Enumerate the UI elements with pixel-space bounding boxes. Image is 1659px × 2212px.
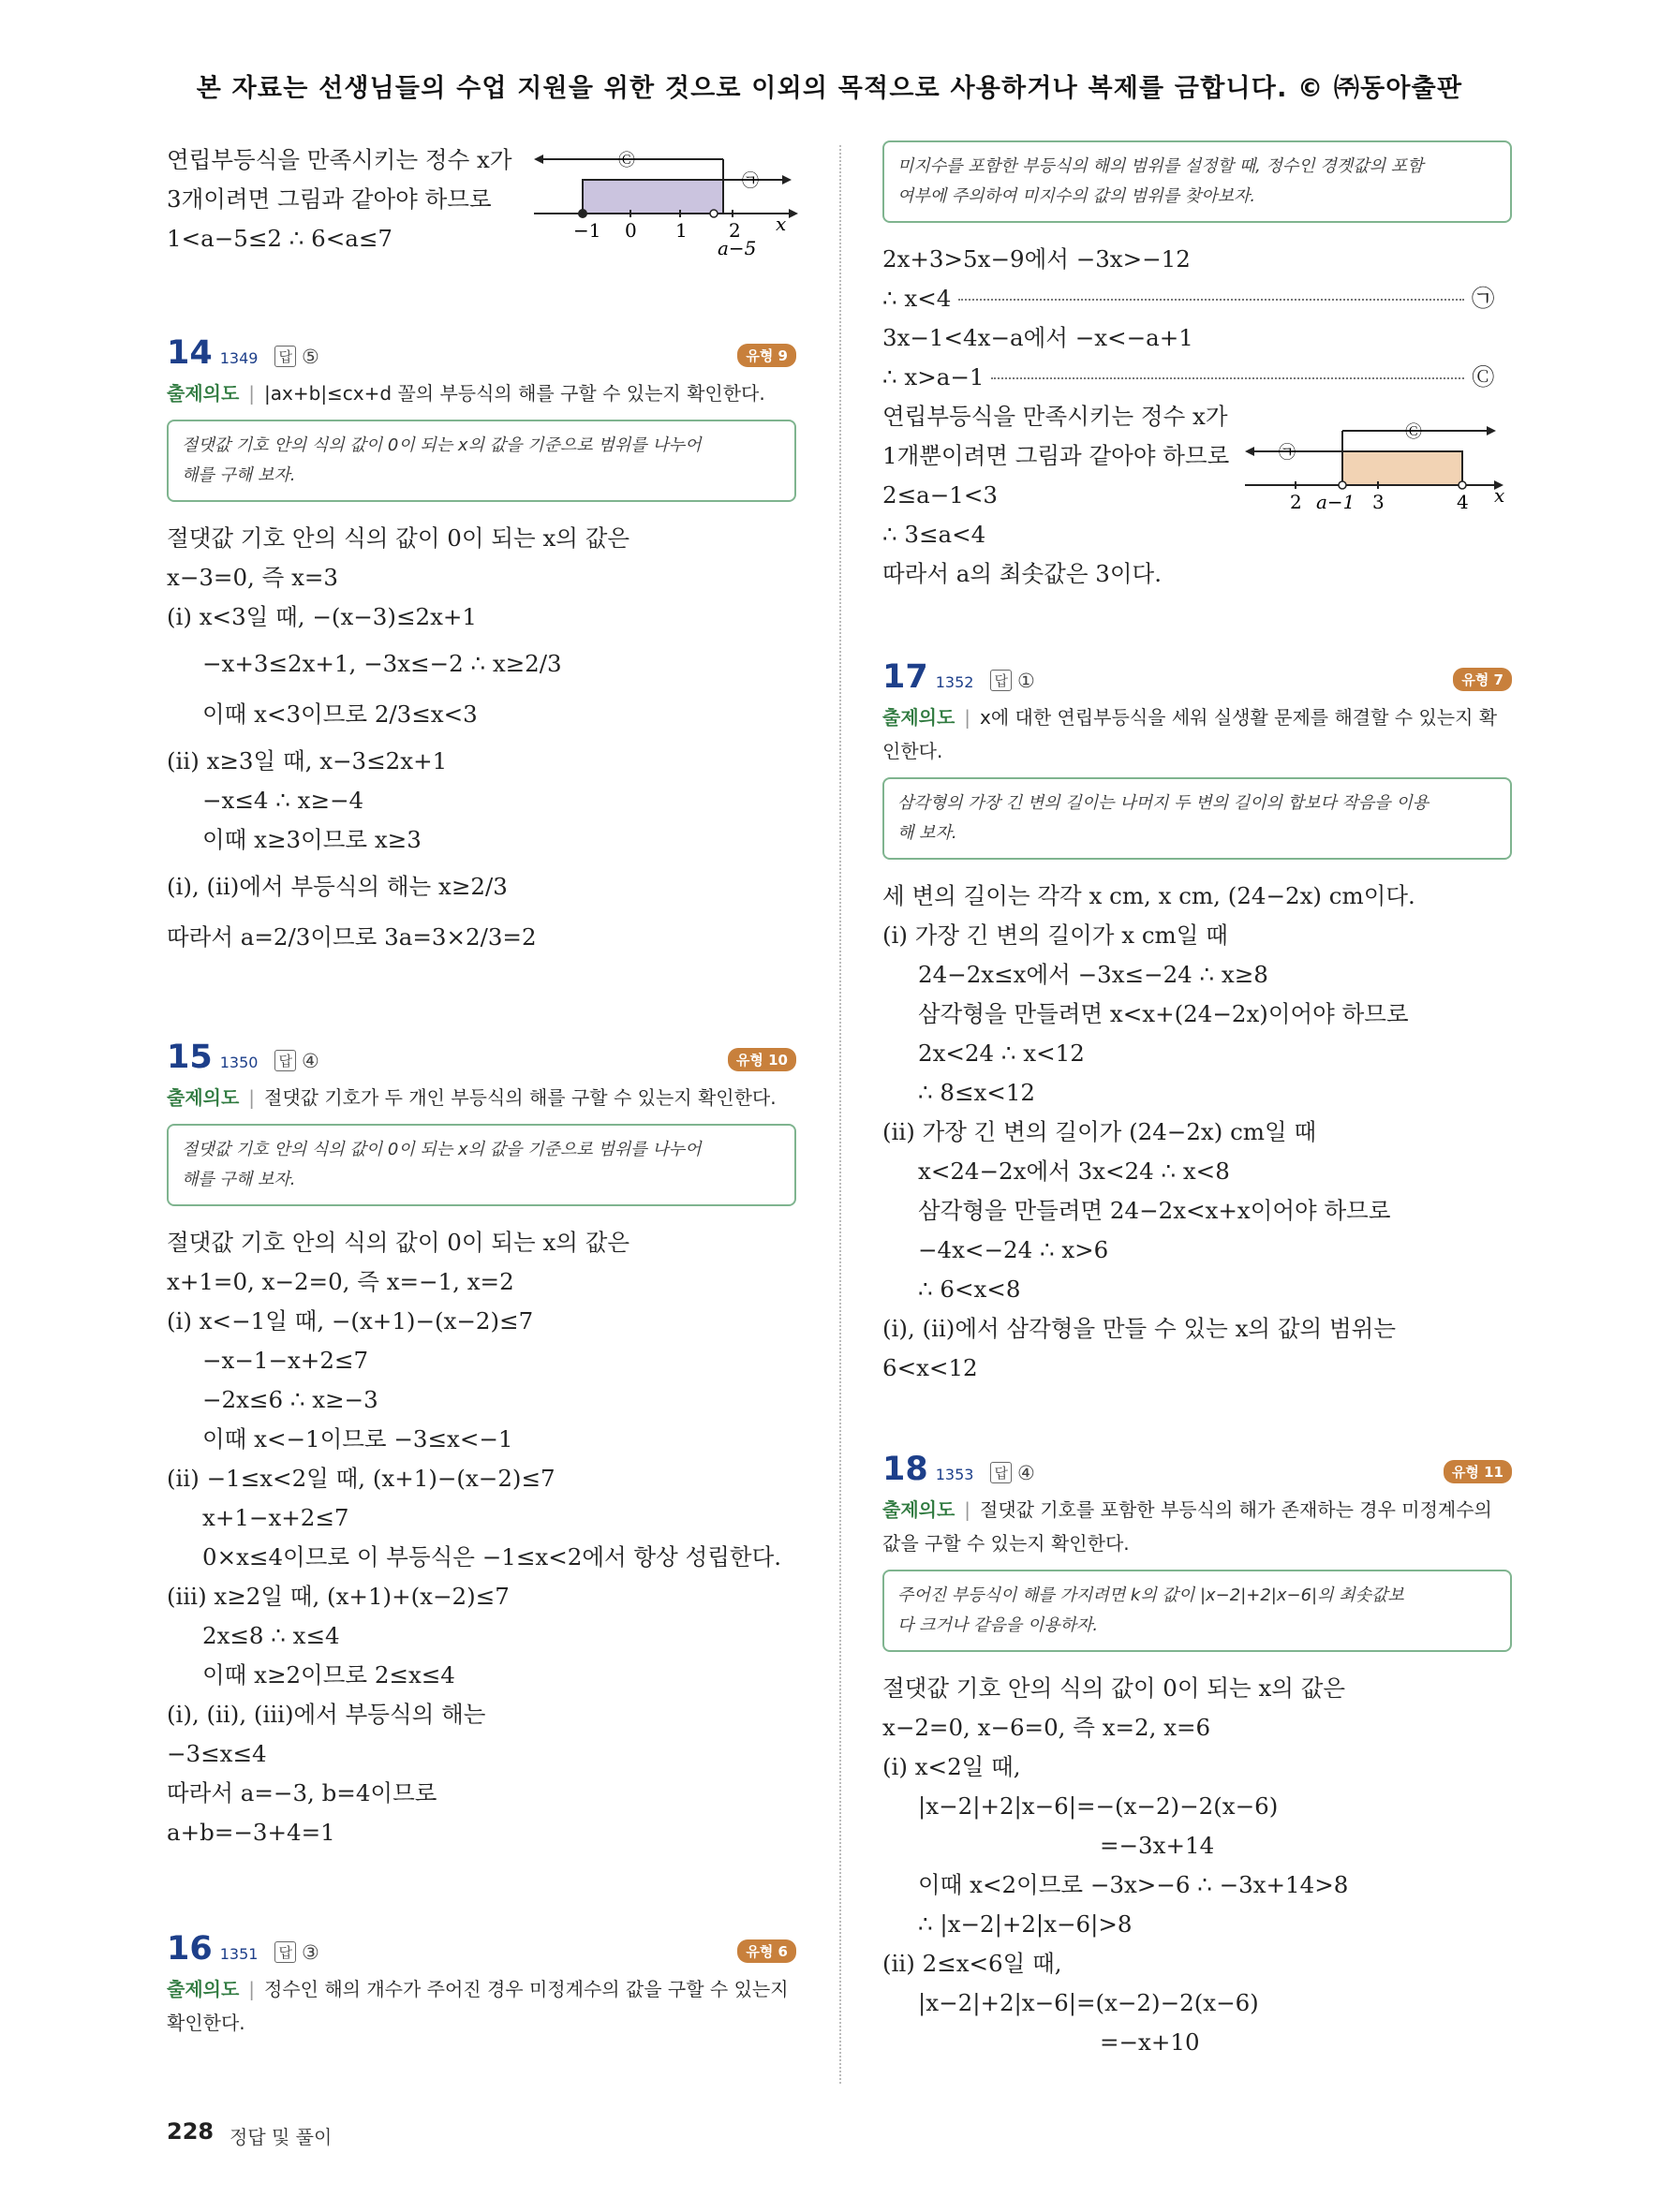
text-line: 이때 x<2이므로 −3x>−6 ∴ −3x+14>8 xyxy=(918,1871,1349,1898)
intent-line-2: 확인한다. xyxy=(167,2012,245,2034)
text-line xyxy=(882,358,1512,397)
intent-separator: | xyxy=(248,382,256,405)
answer xyxy=(990,1462,1034,1484)
tick-label: 1 xyxy=(675,219,688,242)
text-line: (ⅰ) x<3일 때, −(x−3)≤2x+1 xyxy=(167,603,477,630)
text-line: (ⅱ) x≥3일 때, x−3≤2x+1 xyxy=(167,747,448,774)
column-divider xyxy=(839,145,841,2084)
point-4 xyxy=(1459,481,1466,489)
point-label: a−5 xyxy=(718,237,757,258)
text-line: (ⅰ), (ⅱ)에서 삼각형을 만들 수 있는 x의 값의 범위는 xyxy=(882,1315,1396,1342)
number-line-figure-right xyxy=(1241,412,1513,515)
intent-label: 출제의도 xyxy=(167,382,240,405)
intent-line xyxy=(167,1081,796,1114)
type-badge: 유형 6 xyxy=(737,1939,796,1963)
type-badge: 유형 9 xyxy=(737,344,796,367)
text-line: |x−2|+2|x−6|=(x−2)−2(x−6) xyxy=(918,1989,1259,2016)
problem-14 xyxy=(167,330,796,957)
hint-line: 해 보자. xyxy=(897,823,957,843)
answer-value: ④ xyxy=(301,1050,319,1072)
text-line: 6<x<12 xyxy=(882,1354,978,1381)
number-line-figure-left xyxy=(525,140,806,258)
leader-dots xyxy=(958,299,1464,301)
page-number: 228 xyxy=(167,2118,215,2145)
tick-label: 2 xyxy=(1290,491,1302,513)
text-line: (ⅲ) x≥2일 때, (x+1)+(x−2)≤7 xyxy=(167,1583,510,1610)
text-line: (ⅱ) −1≤x<2일 때, (x+1)−(x−2)≤7 xyxy=(167,1465,555,1492)
hint-line: 주어진 부등식이 해를 가지려면 k의 값이 |x−2|+2|x−6|의 최솟값보 xyxy=(897,1585,1404,1605)
problem-17 xyxy=(882,654,1512,1388)
text-line: 절댓값 기호 안의 식의 값이 0이 되는 x의 값은 xyxy=(882,1674,1346,1702)
mark-label: ㉠ xyxy=(1279,443,1296,463)
hint-box xyxy=(882,777,1512,860)
text-line: 1개뿐이려면 그림과 같아야 하므로 xyxy=(882,442,1230,469)
type-badge: 유형 11 xyxy=(1444,1460,1512,1483)
left-column xyxy=(167,140,796,2040)
hint-line: 다 크거나 같음을 이용하자. xyxy=(897,1615,1099,1635)
text-line: 절댓값 기호 안의 식의 값이 0이 되는 x의 값은 xyxy=(167,1229,630,1256)
hint-box xyxy=(167,1124,796,1206)
text-line xyxy=(882,279,1512,318)
text-line: =−3x+14 xyxy=(1100,1832,1215,1859)
problem-15 xyxy=(167,1034,796,1852)
range-arrow-left xyxy=(534,155,543,164)
hint-line: 삼각형의 가장 긴 변의 길이는 나머지 두 변의 길이의 합보다 작음을 이용 xyxy=(897,793,1429,813)
problem-code: 1352 xyxy=(935,673,974,691)
text-line: 2x≤8 ∴ x≤4 xyxy=(202,1622,340,1649)
intent-separator: | xyxy=(964,706,971,729)
hint-line: 해를 구해 보자. xyxy=(182,1170,296,1189)
text-line: =−x+10 xyxy=(1100,2028,1200,2056)
text-line: 따라서 a의 최솟값은 3이다. xyxy=(882,560,1163,587)
mark-label: Ⓒ xyxy=(1405,422,1422,442)
text-line: 24−2x≤x에서 −3x≤−24 ∴ x≥8 xyxy=(918,961,1268,988)
text-line: 2≤a−1<3 xyxy=(882,481,998,509)
intent-line xyxy=(167,376,796,410)
intent-line-2: 값을 구할 수 있는지 확인한다. xyxy=(882,1532,1130,1555)
tick-label: 0 xyxy=(625,219,637,242)
text-line: 절댓값 기호 안의 식의 값이 0이 되는 x의 값은 xyxy=(167,524,630,552)
text-line: −2x≤6 ∴ x≥−3 xyxy=(202,1386,378,1413)
intent-text: 절댓값 기호가 두 개인 부등식의 해를 구할 수 있는지 확인한다. xyxy=(264,1086,777,1109)
problem-header xyxy=(167,330,796,371)
text-line: 삼각형을 만들려면 x<x+(24−2x)이어야 하므로 xyxy=(918,1000,1409,1027)
answer-value: ③ xyxy=(301,1941,319,1964)
range-arrow-right xyxy=(1487,426,1496,435)
problem-code: 1349 xyxy=(219,349,259,367)
text-line: (ⅰ) 가장 긴 변의 길이가 x cm일 때 xyxy=(882,922,1228,949)
text-line: −x−1−x+2≤7 xyxy=(202,1347,369,1374)
text-line: x+1=0, x−2=0, 즉 x=−1, x=2 xyxy=(167,1268,514,1295)
solution-region xyxy=(583,180,723,214)
answer-label: 답 xyxy=(274,346,296,367)
range-arrow-left xyxy=(1245,447,1254,456)
footer-label: 정답 및 풀이 xyxy=(230,2126,333,2148)
answer-value: ④ xyxy=(1016,1462,1035,1484)
hint-line: 여부에 주의하여 미지수의 값의 범위를 찾아보자. xyxy=(897,186,1256,206)
tick-label: 4 xyxy=(1457,491,1469,513)
tick-label: 3 xyxy=(1372,491,1385,513)
problem-code: 1353 xyxy=(935,1466,974,1483)
text-line: ∴ 6<x<8 xyxy=(918,1276,1021,1303)
text-line: 이때 x<−1이므로 −3≤x<−1 xyxy=(202,1425,513,1453)
text-line: ∴ 3≤a<4 xyxy=(882,521,986,548)
intent-separator: | xyxy=(248,1978,256,2000)
hint-line: 미지수를 포함한 부등식의 해의 범위를 설정할 때, 정수인 경곗값의 포함 xyxy=(897,156,1424,176)
problem-code: 1350 xyxy=(219,1054,259,1071)
text-line: x−2=0, x−6=0, 즉 x=2, x=6 xyxy=(882,1714,1211,1741)
axis-var-label: x xyxy=(776,213,787,235)
hint-box xyxy=(882,140,1512,223)
axis-var-label: x xyxy=(1494,484,1505,507)
intent-text: x에 대한 연립부등식을 세워 실생활 문제를 해결할 수 있는지 확 xyxy=(980,706,1498,729)
point-a-5 xyxy=(710,210,718,217)
text-line: 이때 x<3이므로 2/3≤x<3 xyxy=(202,700,478,728)
mark-label: Ⓒ xyxy=(618,151,635,170)
type-badge: 유형 7 xyxy=(1453,668,1512,691)
tick-label: a−1 xyxy=(1316,491,1355,513)
text-line: x−3=0, 즉 x=3 xyxy=(167,564,339,591)
text-line: 3x−1<4x−a에서 −x<−a+1 xyxy=(882,324,1193,351)
problem-code: 1351 xyxy=(219,1945,259,1963)
answer-label: 답 xyxy=(990,1462,1012,1483)
answer-label: 답 xyxy=(274,1941,296,1963)
answer-label: 답 xyxy=(990,670,1012,691)
text-line: (ⅰ) x<2일 때, xyxy=(882,1753,1021,1780)
text-line: 1<a−5≤2 ∴ 6<a≤7 xyxy=(167,225,393,252)
text-line: −x+3≤2x+1, −3x≤−2 ∴ x≥2/3 xyxy=(202,650,562,677)
copyright-banner: 본 자료는 선생님들의 수업 지원을 위한 것으로 이외의 목적으로 사용하거나 복제를 금합니다. © ㈜동아출판 xyxy=(196,74,1463,103)
text-line: 0×x≤4이므로 이 부등식은 −1≤x<2에서 항상 성립한다. xyxy=(202,1543,782,1571)
problem-16 xyxy=(167,1925,796,2040)
hint-line: 해를 구해 보자. xyxy=(182,465,296,485)
hint-line: 절댓값 기호 안의 식의 값이 0이 되는 x의 값을 기준으로 범위를 나누어 xyxy=(182,1140,702,1159)
problem-header xyxy=(882,654,1512,695)
text-line: (ⅰ) x<−1일 때, −(x+1)−(x−2)≤7 xyxy=(167,1307,534,1335)
text-line: −x≤4 ∴ x≥−4 xyxy=(202,787,364,814)
intent-label: 출제의도 xyxy=(882,706,955,729)
text-line: −4x<−24 ∴ x>6 xyxy=(918,1236,1109,1263)
text-line: (ⅱ) 가장 긴 변의 길이가 (24−2x) cm일 때 xyxy=(882,1118,1317,1145)
text-line: 삼각형을 만들려면 24−2x<x+x이어야 하므로 xyxy=(918,1197,1391,1224)
problem-header xyxy=(167,1925,796,1967)
point-a-1 xyxy=(1339,481,1346,489)
text-line: 3개이려면 그림과 같아야 하므로 xyxy=(167,185,492,213)
intent-text: 절댓값 기호를 포함한 부등식의 해가 존재하는 경우 미정계수의 xyxy=(980,1498,1492,1521)
text-line: 연립부등식을 만족시키는 정수 x가 xyxy=(167,146,512,173)
problem-number: 16 xyxy=(167,1930,213,1968)
tick-label: 2 xyxy=(729,219,741,242)
text-line: (ⅰ), (ⅱ), (ⅲ)에서 부등식의 해는 xyxy=(167,1701,486,1728)
text-line: x+1−x+2≤7 xyxy=(202,1504,349,1531)
solution-region xyxy=(1342,451,1462,485)
intent-text: 정수인 해의 개수가 주어진 경우 미정계수의 값을 구할 수 있는지 xyxy=(264,1978,789,2000)
text-line: ∴ |x−2|+2|x−6|>8 xyxy=(918,1910,1133,1938)
hint-line: 절댓값 기호 안의 식의 값이 0이 되는 x의 값을 기준으로 범위를 나누어 xyxy=(182,435,702,455)
answer xyxy=(274,1050,318,1072)
answer-label: 답 xyxy=(274,1050,296,1071)
text-line: 따라서 a=−3, b=4이므로 xyxy=(167,1779,437,1806)
answer-value: ⑤ xyxy=(301,346,319,368)
answer-value: ① xyxy=(1016,670,1035,692)
intent-line-2: 인한다. xyxy=(882,740,943,762)
text-line: 세 변의 길이는 각각 x cm, x cm, (24−2x) cm이다. xyxy=(882,882,1415,909)
problem-number: 15 xyxy=(167,1039,213,1076)
intent-separator: | xyxy=(248,1086,256,1109)
intent-line xyxy=(167,1972,796,2006)
text: ∴ x<4 xyxy=(882,285,952,312)
problem-header xyxy=(167,1034,796,1075)
mark-label: ㉠ xyxy=(1471,285,1495,312)
axis-arrow xyxy=(789,209,798,218)
intent-separator: | xyxy=(964,1498,971,1521)
text-line: 연립부등식을 만족시키는 정수 x가 xyxy=(882,403,1228,430)
intent-label: 출제의도 xyxy=(167,1978,240,2000)
answer xyxy=(274,1941,318,1964)
mark-label: Ⓒ xyxy=(1472,363,1495,391)
text-line: (ⅱ) 2≤x<6일 때, xyxy=(882,1950,1062,1977)
intent-label: 출제의도 xyxy=(167,1086,240,1109)
text: ∴ x>a−1 xyxy=(882,363,985,391)
intent-line xyxy=(882,700,1512,734)
problem-number: 17 xyxy=(882,658,928,696)
hint-box xyxy=(882,1570,1512,1652)
range-arrow-right xyxy=(782,175,792,184)
leader-dots xyxy=(991,377,1464,379)
text-line: 이때 x≥3이므로 x≥3 xyxy=(202,826,422,853)
text-line: 2x+3>5x−9에서 −3x>−12 xyxy=(882,245,1191,273)
mark-label: ㉠ xyxy=(742,171,759,191)
text-line: −3≤x≤4 xyxy=(167,1740,267,1767)
problem-number: 14 xyxy=(167,334,213,372)
text-line: |x−2|+2|x−6|=−(x−2)−2(x−6) xyxy=(918,1792,1279,1820)
answer xyxy=(274,346,318,368)
closed-point xyxy=(578,209,587,218)
problem-18 xyxy=(882,1446,1512,2062)
text-line: 따라서 a=2/3이므로 3a=3×2/3=2 xyxy=(167,923,537,951)
text-line: x<24−2x에서 3x<24 ∴ x<8 xyxy=(918,1158,1230,1185)
problem-header xyxy=(882,1446,1512,1487)
problem-number: 18 xyxy=(882,1451,928,1488)
intent-label: 출제의도 xyxy=(882,1498,955,1521)
text-line: (ⅰ), (ⅱ)에서 부등식의 해는 x≥2/3 xyxy=(167,873,508,900)
type-badge: 유형 10 xyxy=(728,1048,796,1071)
answer xyxy=(990,670,1034,692)
text-line: a+b=−3+4=1 xyxy=(167,1819,335,1846)
text-line: 이때 x≥2이므로 2≤x≤4 xyxy=(202,1661,455,1688)
text-line: 2x<24 ∴ x<12 xyxy=(918,1040,1085,1067)
tick-label: −1 xyxy=(573,219,601,242)
hint-box xyxy=(167,420,796,502)
intent-text: |ax+b|≤cx+d 꼴의 부등식의 해를 구할 수 있는지 확인한다. xyxy=(264,382,765,405)
intent-line xyxy=(882,1493,1512,1526)
text-line: ∴ 8≤x<12 xyxy=(918,1079,1036,1106)
